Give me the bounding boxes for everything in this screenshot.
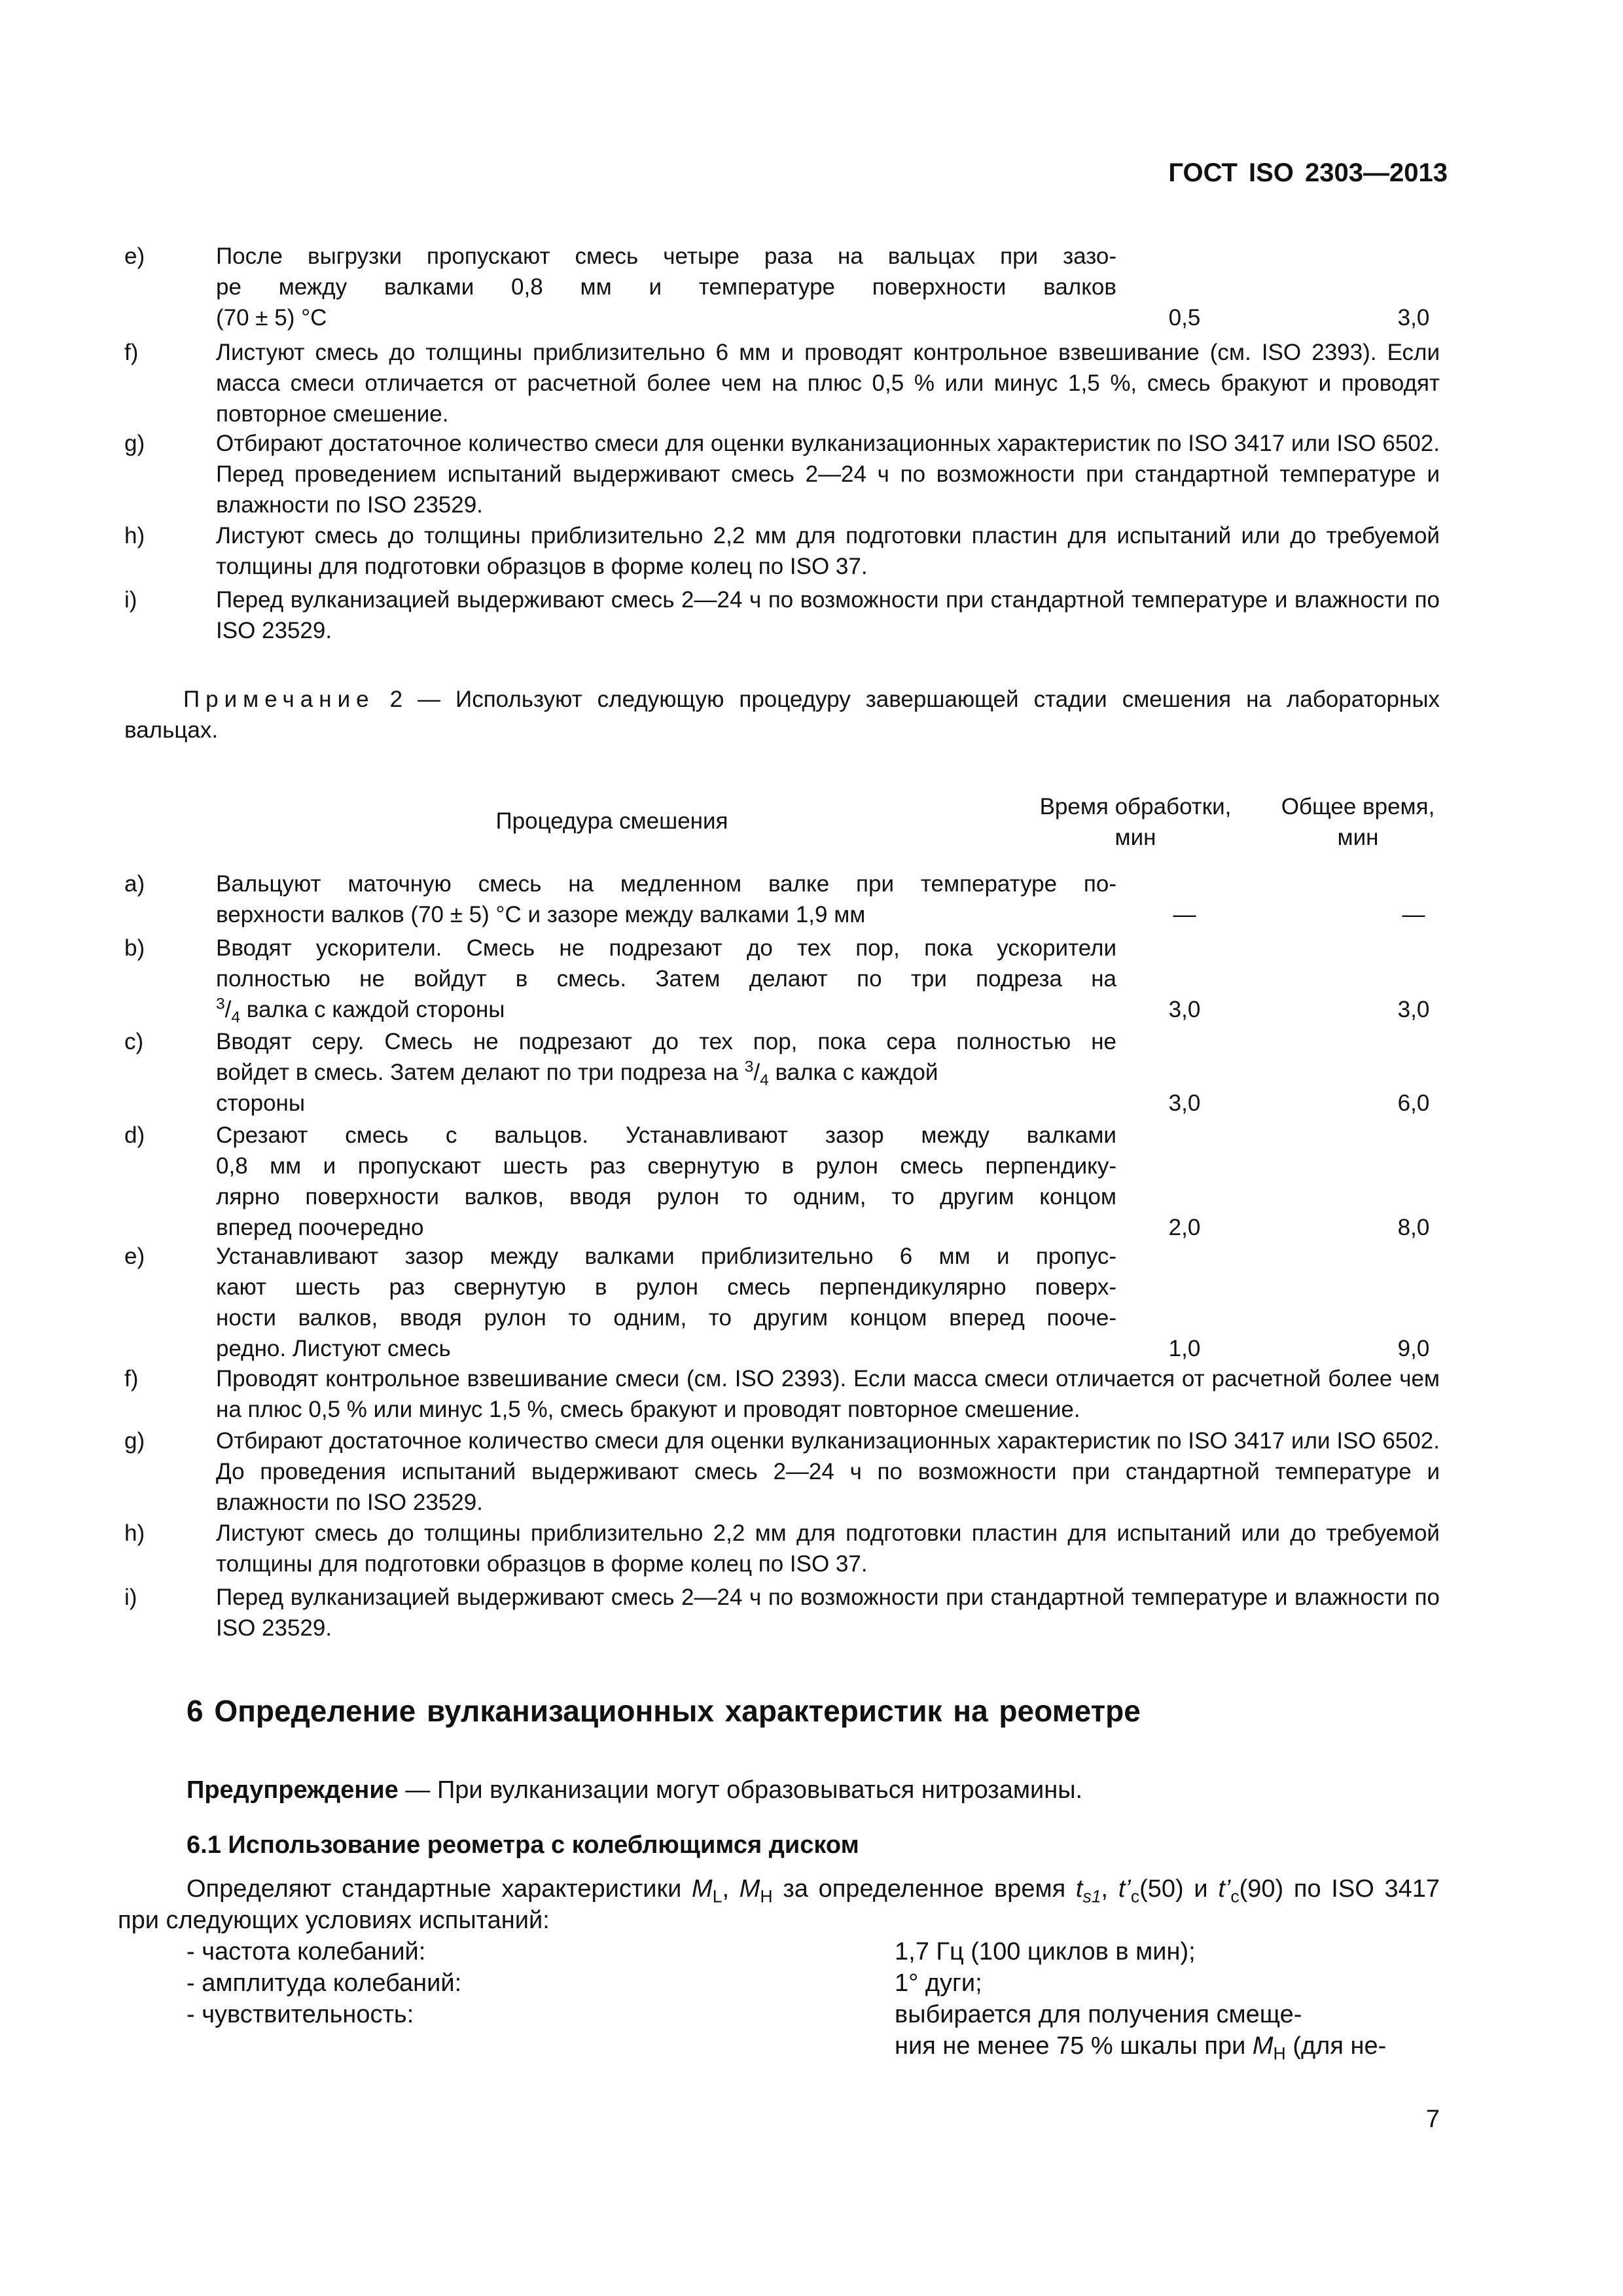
page-number: 7 (1425, 2106, 1440, 2133)
processing-time: 0,5 (1168, 305, 1201, 331)
item-line: ности валков, вводя рулон то одним, то другим концом вперед пооче- (216, 1305, 1116, 1331)
item-line: Устанавливают зазор между валками приблизительно 6 мм и пропус- (216, 1244, 1116, 1269)
item-line: лярно поверхности валков, вводя рулон то одним, то другим концом (216, 1184, 1116, 1210)
list-item-e-top (124, 241, 1440, 333)
item-line: верхности валков (70 ± 5) °С и зазоре между валками 1,9 мм (216, 902, 866, 927)
warning (187, 1774, 1082, 1806)
mix-item-g (124, 1426, 1440, 1518)
total-time: 8,0 (1397, 1215, 1430, 1240)
note-label: Примечание (183, 687, 375, 712)
item-letter: g) (124, 1428, 145, 1454)
item-text: Отбирают достаточное количество смеси для оценки вулканизационных характеристик по ISO 3417 или ISO 6502. Перед проведением испытаний выдерживают смесь 2—24 ч по возможности при стандартной температуре и влажности по ISO 23529. (216, 431, 1440, 518)
item-line: стороны (216, 1090, 306, 1116)
total-time: 3,0 (1397, 305, 1430, 331)
item-letter: h) (124, 1520, 145, 1546)
condition-value: 1,7 Гц (100 циклов в мин); (895, 1938, 1196, 1965)
note-text: — Используют следующую процедуру завершающей стадии смешения на лабораторных вальцах. (124, 687, 1440, 743)
item-line: Вальцуют маточную смесь на медленном валке при температуре по- (216, 871, 1116, 897)
item-line: (70 ± 5) °С (216, 305, 327, 331)
note-2 (124, 684, 1440, 745)
item-letter: f) (124, 1366, 139, 1391)
item-text: Перед вулканизацией выдерживают смесь 2—24 ч по возможности при стандартной температуре и влажности по ISO 23529. (216, 587, 1440, 643)
condition-label: - частота колебаний: (187, 1938, 426, 1965)
item-letter: b) (124, 935, 145, 961)
document-code-header: ГОСТ ISO 2303—2013 (1168, 158, 1448, 187)
mix-item-c (124, 1026, 1440, 1119)
item-letter: a) (124, 871, 145, 897)
mix-item-f (124, 1363, 1440, 1425)
column-header-procedure: Процедура смешения (495, 808, 728, 834)
mix-item-h (124, 1518, 1440, 1579)
item-text: Перед вулканизацией выдерживают смесь 2—24 ч по возможности при стандартной температуре и влажности по ISO 23529. (216, 1585, 1440, 1641)
processing-time: 3,0 (1168, 997, 1201, 1022)
item-line: редно. Листуют смесь (216, 1336, 451, 1361)
item-letter: e) (124, 243, 145, 269)
processing-time: 1,0 (1168, 1336, 1201, 1361)
item-letter: i) (124, 1585, 137, 1610)
condition-label: - амплитуда колебаний: (187, 1969, 462, 1997)
column-header-processing-time: Время обработки, мин (1039, 794, 1232, 850)
column-header-total-time: Общее время, мин (1281, 794, 1435, 850)
section-heading: 6 Определение вулканизационных характеристик на реометре (187, 1694, 1141, 1728)
item-line: $^3/_4$ валка с каждой стороны (216, 995, 505, 1026)
condition-label: - чувствительность: (187, 2001, 414, 2028)
processing-time: 2,0 (1168, 1215, 1201, 1240)
note-number: 2 (389, 687, 403, 712)
item-letter: i) (124, 587, 137, 613)
item-text: Проводят контрольное взвешивание смеси (см. ISO 2393). Если масса смеси отличается от расчетной более чем на плюс 0,5 % или минус 1,5 %, смесь бракуют и проводят повторное смешение. (216, 1366, 1440, 1422)
item-letter: c) (124, 1029, 144, 1054)
subsection-heading: 6.1 Использование реометра с колеблющимся диском (187, 1831, 859, 1859)
warning-label: Предупреждение (187, 1776, 399, 1804)
mix-item-b (124, 933, 1440, 1025)
total-time: 6,0 (1397, 1090, 1430, 1116)
list-item-g-top (124, 428, 1440, 520)
item-text: Листуют смесь до толщины приблизительно 2,2 мм для подготовки пластин для испытаний или до требуемой толщины для подготовки образцов в форме колец по ISO 37. (216, 523, 1440, 579)
item-letter: g) (124, 431, 145, 456)
item-line: кают шесть раз свернутую в рулон смесь перпендикулярно поверх- (216, 1274, 1116, 1300)
item-line: 0,8 мм и пропускают шесть раз свернутую в рулон смесь перпендику- (216, 1153, 1116, 1179)
warning-text: — При вулканизации могут образовываться нитрозамины. (398, 1776, 1083, 1804)
item-line: Срезают смесь с вальцов. Устанавливают зазор между валками (216, 1122, 1116, 1148)
mix-item-i (124, 1582, 1440, 1643)
item-line: После выгрузки пропускают смесь четыре раза на вальцах при зазо- (216, 243, 1116, 269)
item-letter: e) (124, 1244, 145, 1269)
item-line: Вводят ускорители. Смесь не подрезают до тех пор, пока ускорители (216, 935, 1116, 961)
condition-value: выбирается для получения смеще- ния не менее 75 % шкалы при $M_H$ (для не- (895, 2001, 1387, 2064)
item-text: Листуют смесь до толщины приблизительно 6 мм и проводят контрольное взвешивание (см. ISO 2393). Если масса смеси отличается от расчетной более чем на плюс 0,5 % или минус 1,5 %, смесь бракуют и проводят повторное смешение. (216, 340, 1440, 427)
processing-time: — (1173, 902, 1196, 927)
list-item-f-top (124, 337, 1440, 429)
total-time: — (1402, 902, 1425, 927)
list-item-h-top (124, 520, 1440, 582)
item-line: ре между валками 0,8 мм и температуре поверхности валков (216, 274, 1116, 300)
item-text: Отбирают достаточное количество смеси для оценки вулканизационных характеристик по ISO 3417 или ISO 6502. До проведения испытаний выдерживают смесь 2—24 ч по возможности при стандартной температуре и влажности по ISO 23529. (216, 1428, 1440, 1515)
item-letter: d) (124, 1122, 145, 1148)
item-line: полностью не войдут в смесь. Затем делают по три подреза на (216, 966, 1116, 992)
list-item-i-top (124, 584, 1440, 646)
mix-item-a (124, 869, 1440, 930)
item-letter: f) (124, 340, 139, 365)
item-letter: h) (124, 523, 145, 548)
paragraph-6-1: Определяют стандартные характеристики $M_L$, $M_H$ за определенное время $t_{s1}$, $t’_c(50)$ и $t’_c(90)$ по ISO 3417 при следующих условиях испытаний: (118, 1875, 1440, 1934)
item-line: Вводят серу. Смесь не подрезают до тех пор, пока сера полностью не (216, 1029, 1116, 1054)
total-time: 3,0 (1397, 997, 1430, 1022)
item-line: войдет в смесь. Затем делают по три подреза на $^3/_4$ валка с каждой (216, 1058, 938, 1089)
item-line: вперед поочередно (216, 1215, 424, 1240)
processing-time: 3,0 (1168, 1090, 1201, 1116)
item-text: Листуют смесь до толщины приблизительно 2,2 мм для подготовки пластин для испытаний или до требуемой толщины для подготовки образцов в форме колец по ISO 37. (216, 1520, 1440, 1577)
total-time: 9,0 (1397, 1336, 1430, 1361)
mix-item-e (124, 1241, 1440, 1364)
condition-value: 1° дуги; (895, 1969, 982, 1997)
mix-item-d (124, 1120, 1440, 1243)
